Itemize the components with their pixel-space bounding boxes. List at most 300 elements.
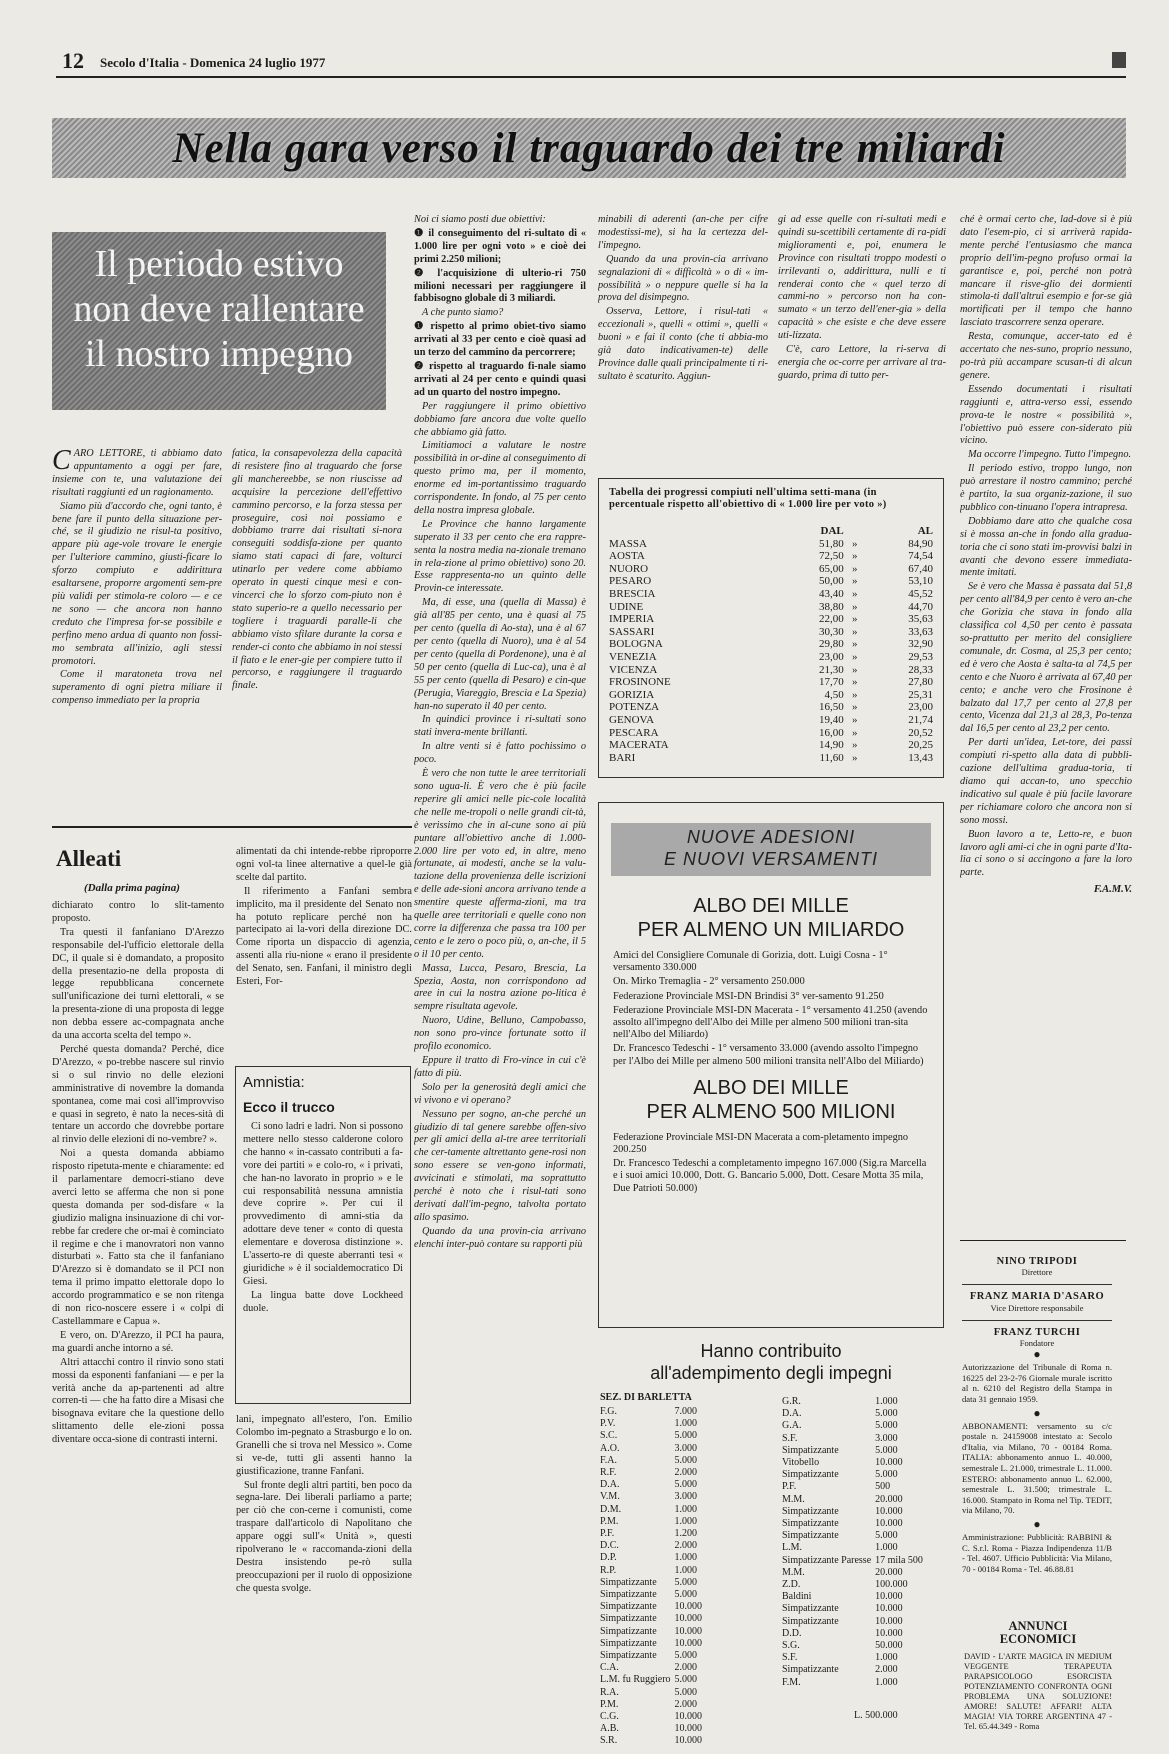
contributor-name: Simpatizzante: [600, 1613, 657, 1625]
paragraph: CARO LETTORE, ti abbiamo dato appuntamento a oggi per fare, insieme con te, una valutazione dei risultati raggiunti ed un ragionamento.: [52, 448, 222, 498]
table-row: [609, 588, 933, 601]
contributor-name: P.M.: [600, 1698, 619, 1710]
list-item: Dr. Francesco Tedeschi - 1° versamento 33.000 (avendo assolto l'impegno per l'Albo dei Mille per almeno 500 milioni transita nell'Albo del Miliardo): [613, 1043, 924, 1067]
contributor-row: [782, 1469, 927, 1481]
province-cell: BOLOGNA: [609, 638, 663, 651]
contributor-amount: 2.000: [674, 1467, 698, 1479]
contributor-name: Simpatizzante: [600, 1637, 657, 1649]
contributor-name: Simpatizzante: [600, 1576, 657, 1588]
contributor-name: Simpatizzante: [782, 1505, 839, 1517]
paragraph: ché è ormai certo che, lad-dove si è più dato l'esem-pio, ci si arriverà rapida-mente perché l'entusiasmo che manca proprio dell'im-pegno profuso ormai la garantisce e, poi, perché non potrà mancare il risve-glio dei dormienti stimola-ti dall'altrui esempio e for-se già mortificati per il tempo che hanno lasciato trascorrere senza operare.: [960, 214, 1132, 329]
contributor-row: [782, 1457, 927, 1469]
separator-cell: »: [852, 562, 858, 575]
contributor-amount: 2.000: [674, 1540, 698, 1552]
al-cell: 28,33: [908, 663, 933, 676]
al-cell: 74,54: [908, 550, 933, 563]
contributor-name: R.A.: [600, 1686, 619, 1698]
contributor-row: [782, 1396, 927, 1408]
contributor-name: Simpatizzante: [782, 1664, 839, 1676]
contributor-amount: 3.000: [875, 1432, 898, 1444]
paragraph: Ci sono ladri e ladri. Non si possono mettere nello stesso calderone coloro che hanno « in-cassato contributi a fa-vore dei partiti » e colo-ro, « i privati, che han-no lavorato in proprio » e le cui responsabilità nessuna amnistia deve coprire ». Per cui il provvedimento di amni-stia da adottare deve tener « conto di questa elementare e doverosa distinzione ». L'asserto-re di queste aberranti tesi « giuridiche » è il socialdemocratico Di Giesi.: [243, 1121, 403, 1287]
paragraph: Noi ci siamo posti due obiettivi:: [414, 214, 546, 225]
contributor-amount: 10.000: [875, 1615, 903, 1627]
contributor-name: R.F.: [600, 1467, 617, 1479]
contributor-amount: 10.000: [875, 1603, 903, 1615]
separator-cell: »: [852, 537, 858, 550]
contributor-amount: 5.000: [674, 1589, 698, 1601]
contributor-row: [782, 1652, 927, 1664]
dal-cell: 51,80: [819, 537, 844, 550]
contributor-row: [600, 1565, 706, 1577]
separator-cell: »: [852, 713, 858, 726]
list-item: Federazione Provinciale MSI-DN Macerata - 1° versamento 41.250 (avendo assolto all'impegno dell'Albo dei Mille per almeno 500 milioni tran-sita nell'Albo del Miliardo): [613, 1004, 928, 1041]
adesioni-title-line: NUOVE ADESIONI: [686, 827, 856, 847]
table-row: [609, 601, 933, 614]
separator-cell: »: [852, 650, 858, 663]
contributor-row: [600, 1699, 706, 1711]
contributor-name: D.C.: [600, 1540, 619, 1552]
contributor-amount: 5.000: [875, 1444, 898, 1456]
contributor-amount: 2.000: [674, 1662, 698, 1674]
contributor-name: F.M.: [782, 1676, 801, 1688]
paragraph: Il riferimento a Fanfani sembra implicito, ma il presidente del Senato non ha potuto replicare perché non ha partecipato ai la-vori della direzione DC. Come riporta un dispaccio di agenzia, assenti alla riu-nione « erano il presidente del Senato, sen. Fanfani, il ministro degli Esteri, For-: [236, 885, 412, 988]
header-cell: [844, 525, 866, 538]
drop-cap: C: [52, 448, 71, 476]
albo-miliardo-title: [599, 894, 943, 942]
contributor-amount: 5.000: [875, 1420, 898, 1432]
al-cell: 20,25: [908, 739, 933, 752]
contributor-name: C.A.: [600, 1662, 619, 1674]
albo-title-line: ALBO DEI MILLE: [693, 1076, 849, 1099]
contributor-row: [782, 1420, 927, 1432]
al-cell: 44,70: [908, 600, 933, 613]
table-row: [609, 626, 933, 639]
separator-cell: »: [852, 625, 858, 638]
contributor-amount: 3.000: [674, 1491, 698, 1503]
list-item: On. Mirko Tremaglia - 2° versamento 250.000: [613, 976, 805, 988]
paragraph: In quindici province i ri-sultati sono stati invera-mente brillanti.: [414, 714, 586, 739]
contributor-name: Simpatizzante: [782, 1469, 839, 1481]
dal-cell: 11,60: [819, 751, 844, 764]
contributor-name: Simpatizzante: [782, 1530, 839, 1542]
contrib-total: L. 500.000: [854, 1710, 898, 1721]
hanno-contribuito-title: [598, 1340, 944, 1384]
contributor-amount: 7.000: [674, 1406, 698, 1417]
contributor-name: L.M. fu Ruggiero: [600, 1674, 671, 1686]
table-row: [609, 613, 933, 626]
contributor-amount: 2.000: [875, 1664, 898, 1676]
direttore-role: Direttore: [1021, 1267, 1053, 1278]
adesioni-box: [598, 802, 944, 1328]
divider: [962, 1284, 1112, 1285]
al-cell: 84,90: [908, 537, 933, 550]
paragraph: Tra questi il fanfaniano D'Arezzo responsabile del-l'ufficio elettorale della DC, il quale si è domandato, a proposito della presentazio-ne della proposta di legge repubblicana concernete sull'unificazione dei turni elettorali, « se la presenta-zione di una proposta di legge non debba essere ac-compagnata anche da una accorta scelta del tempo ».: [52, 926, 224, 1042]
contributor-name: P.V.: [600, 1418, 616, 1430]
paragraph: Siamo più d'accordo che, ogni tanto, è bene fare il punto della situazione per-ché, se il giudizio ne risul-ta positivo, appare più age-vole trovare le energie per l'ulteriore cammino, giusti-ficare lo sforzo compiuto e addirittura esaltarsene, proporre argomenti sem-pre più validi per stimola-re coloro — e ce ne sono — che ancora non hanno creduto che l'impresa for-se possibile e perfino meno ardua di quanto non fossi-mo sembrata all'inizio, agli stessi promotori.: [52, 500, 222, 667]
contributor-amount: 1.000: [674, 1515, 698, 1527]
progress-table: [609, 525, 933, 764]
al-cell: 25,31: [908, 688, 933, 701]
contributor-name: Simpatizzante: [782, 1603, 839, 1615]
newspaper-title: Secolo d'Italia - Domenica 24 luglio 1977: [100, 55, 326, 70]
dal-cell: 16,00: [819, 726, 844, 739]
contributor-name: S.F.: [782, 1432, 798, 1444]
contributor-amount: 5.000: [875, 1408, 898, 1420]
paragraph: Perché questa domanda? Perché, dice D'Arezzo, « po-trebbe nascere sul rinvio si o sul rinvio no delle elezioni amministrative di novembre la domanda spontanea, come mai così all'improvviso e quasi in segreto, è nato la neces-sità di tentare un accordo che dovrebbe portare al rinvio delle elezioni di no-vembre? ».: [52, 1043, 224, 1146]
contributor-amount: 1.200: [674, 1528, 698, 1540]
article-column-6: [960, 214, 1132, 1234]
contributor-name: V.M.: [600, 1491, 620, 1503]
paragraph: alimentati da chi intende-rebbe riproporre ogni vol-ta linee alternative a quel-le già scelte dal partito.: [236, 846, 412, 883]
direttore-name: NINO TRIPODI: [996, 1256, 1078, 1267]
separator-cell: »: [852, 751, 858, 764]
article-signature: F.A.M.V.: [1093, 884, 1132, 896]
table-row: [609, 550, 933, 563]
al-cell: 13,43: [908, 751, 933, 764]
contributor-row: [782, 1481, 927, 1493]
bullet-icon: ●: [1033, 1347, 1041, 1362]
fondatore-role: Fondatore: [1019, 1338, 1055, 1349]
table-row: [609, 752, 933, 765]
contributor-row: [782, 1664, 927, 1676]
alleati-column-1: [52, 900, 224, 1736]
contributor-amount: 20.000: [875, 1566, 903, 1578]
contributor-row: [600, 1577, 706, 1589]
contributor-amount: 10.000: [875, 1591, 903, 1603]
contributor-amount: 5.000: [875, 1530, 898, 1542]
al-cell: 33,63: [908, 625, 933, 638]
contributor-name: S.C.: [600, 1430, 618, 1442]
contributor-row: [600, 1662, 706, 1674]
contributor-amount: 5.000: [674, 1454, 698, 1466]
contributor-name: P.F.: [782, 1481, 797, 1493]
contributor-amount: 5.000: [674, 1430, 698, 1442]
contributor-amount: 10.000: [875, 1505, 903, 1517]
contributor-name: A.O.: [600, 1442, 620, 1454]
annunci-title-line: ANNUNCI: [1008, 1619, 1068, 1633]
contributor-row: [600, 1723, 706, 1735]
al-cell: 29,53: [908, 650, 933, 663]
contributor-amount: 100.000: [875, 1579, 908, 1591]
contributor-name: Vitobello: [782, 1457, 820, 1469]
contributor-amount: 10.000: [875, 1627, 903, 1639]
contributor-row: [782, 1640, 927, 1652]
contributor-name: Baldini: [782, 1591, 812, 1603]
contributor-row: [600, 1638, 706, 1650]
separator-cell: »: [852, 688, 858, 701]
contributor-name: M.M.: [782, 1493, 805, 1505]
progress-table-box: [598, 478, 944, 778]
contributor-name: Simpatizzante: [600, 1650, 657, 1662]
province-cell: PESARO: [609, 575, 652, 588]
page-header: [56, 48, 1126, 78]
al-cell: 53,10: [908, 575, 933, 588]
contributor-amount: 1.000: [674, 1564, 698, 1576]
province-cell: SASSARI: [609, 625, 655, 638]
province-cell: POTENZA: [609, 701, 660, 714]
vice-name: FRANZ MARIA D'ASARO: [969, 1291, 1105, 1303]
al-cell: 20,52: [908, 726, 933, 739]
paragraph: In altre venti si è fatto pochissimo o poco.: [414, 741, 586, 766]
paragraph: dichiarato contro lo slit-tamento proposto.: [52, 900, 224, 924]
contributor-amount: 1.000: [674, 1503, 698, 1515]
paragraph: Ma, di esse, una (quella di Massa) è già all'85 per cento, una è quasi al 75 per cento (quella di Ao-sta), una è al 67 per cento (quella di Nuoro), una è al 54 per cento (quella di Pordenone), una è al 50 per cento (quella di Luc-ca), una è al 55 per cento (quella di Pesaro) e cin-que (Perugia, Viareggio, Brescia e La Spezia) han-no superato il 40 per cento.: [414, 597, 586, 712]
contributor-amount: 10.000: [875, 1518, 903, 1530]
paragraph: Quando da una provin-cia arrivano elenchi inter-può contare su rapporti più: [414, 1225, 586, 1250]
province-cell: BRESCIA: [609, 587, 656, 600]
paragraph: Dobbiamo dare atto che qualche cosa si è mossa an-che in fondo alla gradua-toria che ci sono stati im-provvisi balzi in avanti che devono essere immediata-mente imitati.: [960, 515, 1132, 579]
contrib-list-2: [782, 1396, 952, 1689]
dal-cell: 4,50: [824, 688, 844, 701]
province-cell: AOSTA: [609, 550, 645, 563]
contributor-name: P.F.: [600, 1528, 615, 1540]
dal-cell: 30,30: [819, 625, 844, 638]
header-cell: [609, 525, 777, 538]
contributor-name: Z.D.: [782, 1579, 801, 1591]
paragraph: E vero, on. D'Arezzo, il PCI ha paura, ma guardi anche intorno a sé.: [52, 1329, 224, 1354]
contributor-name: D.D.: [782, 1627, 802, 1639]
dal-cell: 23,00: [819, 650, 844, 663]
article-column-1: [52, 448, 222, 793]
table-row: [609, 739, 933, 752]
box-headline-line: non deve rallentare: [73, 288, 365, 330]
contributor-row: [782, 1677, 927, 1689]
contributor-amount: 1.000: [674, 1552, 698, 1564]
paragraph: fatica, la consapevolezza della capacità di resistere fino al traguardo che forse gli manchereebbe, se non riuscisse ad acquisire la percezione dell'effettivo cammino percorso, e la forza stessa per proseguire, così noi possiamo e dobbiamo trarre dai risultati si-nora conseguiti soddisfa-zione per quanto siamo stati capaci di fare, volturci utinarlo per vedere come abbiamo operato in questi cinque mesi e con-vincerci che lo sforzo com-piuto non è stato superio-re a quello necessario per togliere i traguardi paralle-li che abbiamo visto sfilare durante la corsa e render-ci conto che abbiamo in noi stessi il fiato e le ener-gie per compiere tutto il percorso, e raggiungere il traguardo finale.: [232, 448, 402, 692]
box-headline: [52, 232, 386, 410]
separator-cell: »: [852, 600, 858, 613]
contributor-amount: 5.000: [674, 1674, 698, 1686]
province-cell: IMPERIA: [609, 613, 655, 626]
annunci-economici: [964, 1620, 1112, 1732]
table-row: [609, 664, 933, 677]
albo-title-line: PER ALMENO UN MILIARDO: [637, 919, 905, 941]
dal-cell: 29,80: [819, 638, 844, 651]
province-cell: FROSINONE: [609, 676, 671, 689]
bullet-icon: ●: [1033, 1405, 1041, 1420]
contributor-amount: 20.000: [875, 1493, 903, 1505]
contributor-row: [782, 1628, 927, 1640]
contributor-row: [600, 1735, 706, 1747]
al-cell: 27,80: [908, 676, 933, 689]
contributor-row: [782, 1591, 927, 1603]
contributor-amount: 1.000: [875, 1542, 898, 1554]
paragraph: È vero che non tutte le aree territoriali sono ugua-li. È vero che è più facile reperire gli amici nelle pic-cole località che nelle me-tropoli o nelle grandi cit-tà, è verissimo che in al-cune sono ai più puntare all'obiettivo anche di 1.000-2.000 lire per voto ed, in altre, meno fortunate, ai modesti, anche se la valu-tazione della provenienza delle iscrizioni e delle ade-sioni ancora arrivano tende a smentire queste afferma-zioni, ma tra quelle aree territoriali e quelle cono non corre la differenza che passa tra 100 per cento e le zero o poco più, o, an-che, il 5 o il 10 per cento.: [414, 768, 586, 960]
al-cell: 45,52: [908, 587, 933, 600]
contributor-name: Simpatizzante: [600, 1589, 657, 1601]
paragraph: Nessuno per sogno, an-che perché un giudizio di tal genere sarebbe offen-sivo per gli amici della al-tre aree territoriali che cer-tamente altrettanto gene-rosi non sono essere se ven-gono informati, avvicinati e stimolati, ma soprattutto perché è noto che i risul-tati sono derivati dall'im-pegno, talvolta portato allo spasimo.: [414, 1108, 586, 1223]
albo-title-line: ALBO DEI MILLE: [693, 895, 849, 917]
separator-cell: »: [852, 676, 858, 689]
contributor-amount: 2.000: [674, 1698, 698, 1710]
contributor-row: [600, 1430, 706, 1442]
paragraph: C'è, caro Lettore, la ri-serva di energia che oc-corre per arrivare al tra-guardo, prima di tutto per-: [778, 344, 946, 381]
contributor-name: D.P.: [600, 1552, 617, 1564]
paragraph: La lingua batte dove Lockheed duole.: [243, 1289, 403, 1314]
corner-mark-icon: [1112, 52, 1126, 68]
separator-cell: »: [852, 663, 858, 676]
contributor-name: L.M.: [782, 1542, 802, 1554]
contributor-row: [782, 1555, 927, 1567]
contributor-amount: 1.000: [875, 1652, 898, 1664]
paragraph: Ma occorre l'impegno. Tutto l'impegno.: [968, 449, 1132, 461]
contributor-amount: 1.000: [674, 1418, 698, 1430]
paragraph: ❷ l'acquisizione di ulterio-ri 750 milioni necessari per raggiungere il fabbisogno globale di 3 miliardi.: [414, 267, 586, 305]
article-column-3: [414, 214, 586, 1734]
paragraph: Come il maratoneta trova nel superamento di ogni pietra miliare il compenso immediato per la propria: [52, 669, 222, 707]
contributor-amount: 5.000: [674, 1650, 698, 1662]
paragraph: Le Province che hanno largamente superato il 33 per cento che era rappre-senta la nostra media na-zionale tremano in rela-zione al primo obiettivo) sono 20. Esse rappresenta-no un quinto delle Provin-ce interessate.: [414, 518, 586, 595]
contributor-name: Simpatizzante: [600, 1601, 657, 1613]
amnistia-title: Amnistia:: [243, 1074, 305, 1091]
paragraph: Essendo documentati i risultati raggiunti e, attra-verso essi, essendo prova-te le nostre « possibilità », l'obiettivo può essere con-siderato più vicino.: [960, 383, 1132, 447]
paragraph: Osserva, Lettore, i risul-tati « eccezionali », quelli « ottimi », quelli « buoni » e fai il conto (che ti abbia-mo già dato indicativamen-te) delle Province dalle quali principalmente ti ri-sultato è scaturito. Aggiun-: [598, 306, 768, 382]
alleati-title: Alleati: [56, 846, 122, 871]
paragraph: A che punto siamo?: [422, 307, 504, 319]
al-cell: 21,74: [908, 713, 933, 726]
separator-cell: »: [852, 739, 858, 752]
paragraph: Il periodo estivo, troppo lungo, non può arrestare il nostro cammino; perché è partito, la sua organiz-zazione, il suo pubblico con-tinuano l'opera intrapresa.: [960, 463, 1132, 513]
paragraph: Buon lavoro a te, Letto-re, e buon lavoro agli ami-ci che in ogni parte d'Ita-lia ci sono o si accingono a fare la loro parte.: [960, 828, 1132, 879]
contributor-row: [782, 1579, 927, 1591]
adesioni-title: [611, 823, 931, 876]
masthead: [962, 1256, 1112, 1577]
contributor-name: D.M.: [600, 1503, 622, 1515]
table-caption: Tabella dei progressi compiuti nell'ultima setti-mana (in percentuale rispetto all'obiettivo di « 1.000 lire per voto »): [609, 487, 887, 510]
paragraph: Quando da una provin-cia arrivano segnalazioni di « difficoltà » o di « im-possibilità » o neppure quelle si ha la prova del disimpegno.: [598, 253, 768, 304]
albo-500-title: [599, 1076, 943, 1124]
contributor-amount: 10.000: [674, 1637, 703, 1649]
list-item: Federazione Provinciale MSI-DN Brindisi 3° ver-samento 91.250: [613, 990, 884, 1002]
province-cell: VENEZIA: [609, 650, 657, 663]
bullet-icon: ●: [1033, 1516, 1041, 1531]
paragraph: ❶ rispetto al primo obiet-tivo siamo arrivati al 33 per cento e cioè quasi ad un terzo del cammino da percorrere;: [414, 321, 586, 359]
contributor-row: [600, 1467, 706, 1479]
paragraph: Solo per la generosità degli amici che vi vivono e vi operano?: [414, 1081, 586, 1106]
amministrazione-text: Amministrazione: Pubblicità: RABBINI & C. S.r.l. Roma - Piazza Indipendenza 11/B - Tel. 4607. Ufficio Pubblicità: Via Milano, 70 - 00184 Roma - Tel. 46.88.81: [962, 1531, 1112, 1574]
province-cell: VICENZA: [609, 663, 658, 676]
contributor-amount: 5.000: [674, 1686, 698, 1698]
separator-cell: »: [852, 613, 858, 626]
albo-500-list: [599, 1124, 943, 1195]
contributor-row: [600, 1650, 706, 1662]
paragraph: Altri attacchi contro il rinvio sono stati mossi da esponenti fanfaniani — e per la verità anche da ap-partenenti ad altre corren-ti — che ha fatto dire a Misasi che bisognava evitare che la questione dello slittamento delle ele-zioni possa diventare occa-sione di contrasti interni.: [52, 1356, 224, 1446]
contributor-amount: 10.000: [674, 1613, 703, 1625]
contributor-row: [600, 1528, 706, 1540]
contributor-name: Simpatizzante: [782, 1444, 839, 1456]
contributor-name: C.G.: [600, 1711, 619, 1723]
contributor-name: S.G.: [782, 1640, 800, 1652]
contributor-name: D.A.: [782, 1408, 802, 1420]
contributor-name: Simpatizzante: [782, 1518, 839, 1530]
province-cell: MACERATA: [609, 739, 669, 752]
albo-miliardo-list: [599, 942, 943, 1068]
contributor-name: G.R.: [782, 1396, 801, 1407]
paragraph: Per darti un'idea, Let-tore, dei passi compiuti ri-spetto alla data di pubbli-cazione dell'ultima gradua-toria, ti diamo qui accan-to, uno specchio indicativo sul quale è più facile lavorare per richiamare coloro che ancora non si sono mossi.: [960, 737, 1132, 826]
contributor-name: A.B.: [600, 1723, 619, 1735]
contributor-row: [782, 1445, 927, 1457]
separator-cell: »: [852, 726, 858, 739]
contributor-amount: 3.000: [674, 1442, 698, 1454]
contributor-row: [600, 1540, 706, 1552]
divider: [960, 1240, 1126, 1241]
table-row: [609, 575, 933, 588]
table-row: [609, 701, 933, 714]
alleati-column-2: [236, 846, 412, 1054]
paragraph: ❶ il conseguimento del ri-sultato di « 1.000 lire per ogni voto » e cioè dei primi 2.250 milioni;: [414, 227, 586, 265]
al-cell: 35,63: [908, 613, 933, 626]
province-cell: GENOVA: [609, 713, 655, 726]
contributor-amount: 1.000: [875, 1396, 898, 1407]
contributor-row: [600, 1601, 706, 1613]
separator-cell: »: [852, 550, 858, 563]
contributor-row: [782, 1567, 927, 1579]
headline-banner: [52, 118, 1126, 178]
alleati-subtitle: (Dalla prima pagina): [84, 882, 180, 894]
autorizzazione-text: Autorizzazione del Tribunale di Roma n. 16225 del 23-2-76 Giornale murale iscritto al n. 6210 del Registro della Stampa in data 31 gennaio 1959.: [962, 1362, 1112, 1404]
contributor-row: [782, 1433, 927, 1445]
contrib-list-1: [600, 1406, 770, 1748]
separator-cell: »: [852, 638, 858, 651]
paragraph: gi ad esse quelle con ri-sultati medi e quindi su-scettibili certamente di ra-pidi miglioramenti e, poi, enumera le Province con risultati troppo modesti o irrilevanti o, addirittura, nulli e ti renderai conto che « quel terzo di cammi-no » percorso non ha con-sumato « un terzo dell'ener-gia » della capacità » che esiste e che deve essere uti-lizzata.: [778, 214, 946, 342]
dal-cell: 14,90: [819, 739, 844, 752]
dal-cell: 65,00: [819, 562, 844, 575]
contributor-row: [600, 1504, 706, 1516]
contributor-name: Simpatizzante Paresse: [782, 1554, 872, 1566]
province-cell: BARI: [609, 751, 636, 764]
separator-cell: »: [852, 587, 858, 600]
contributor-row: [600, 1418, 706, 1430]
list-item: Federazione Provinciale MSI-DN Macerata a com-pletamento impegno 200.250: [613, 1131, 909, 1156]
contributor-row: [600, 1589, 706, 1601]
paragraph: Nuoro, Udine, Belluno, Campobasso, non sono pro-vince fortunate sotto il profilo economico.: [414, 1015, 586, 1053]
page-number: 12: [62, 48, 84, 73]
dal-cell: 50,00: [819, 575, 844, 588]
contributor-row: [782, 1542, 927, 1554]
vice-role: Vice Direttore responsabile: [990, 1302, 1084, 1313]
contributor-name: D.A.: [600, 1479, 620, 1491]
separator-cell: »: [852, 575, 858, 588]
abbonamenti-text: ABBONAMENTI: versamento su c/c postale n. 24159008 intestato a: Secolo d'Italia, via Milano, 70 - 00184 Roma. ITALIA: abbonamento annuo L. 40.000, semestrale L. 21.000, trimestrale L. 11.000. ESTERO: abbonamento annuo L. 62.000, semestrale L. 31.500; trimestrale L. 16.000. Stampato in Roma nel Tip. TEDIT, via Milano, 70.: [962, 1420, 1112, 1516]
annunci-title-line: ECONOMICI: [999, 1632, 1077, 1646]
contributor-name: S.R.: [600, 1735, 618, 1747]
contributor-name: S.F.: [782, 1652, 798, 1664]
contributor-amount: 10.000: [674, 1723, 703, 1735]
contributor-name: G.A.: [782, 1420, 802, 1432]
contributor-amount: 500: [875, 1481, 891, 1493]
table-row: [609, 563, 933, 576]
contributor-row: [600, 1516, 706, 1528]
al-cell: 23,00: [908, 701, 933, 714]
contributor-row: [600, 1687, 706, 1699]
amnistia-text: [243, 1121, 403, 1317]
paragraph: Resta, comunque, accer-tato ed è accertato che nes-suno, proprio nessuno, po-trà più accampare scusan-ti di alcun genere.: [960, 331, 1132, 381]
contributor-name: F.A.: [600, 1454, 617, 1466]
contributor-row: [782, 1518, 927, 1530]
contributor-amount: 10.000: [674, 1625, 703, 1637]
article-column-2: [232, 448, 402, 793]
amnistia-box: [235, 1066, 411, 1404]
contributor-name: P.M.: [600, 1515, 619, 1527]
article-column-5: [778, 214, 946, 450]
table-header-row: [609, 525, 933, 538]
paragraph: Massa, Lucca, Pesaro, Brescia, La Spezia, Aosta, non corrispondono ad aree in cui la nostra azione po-litica è sempre risultata agevole.: [414, 962, 586, 1013]
paragraph: Noi a questa domanda abbiamo risposto ripetuta-mente e chiaramente: ed il parlamentare democri-stiano deve averci letto se afferma che non si pone questa domanda per sod-disfare « la giudizio maligna insinuazione di chi vor-rebbe far credere che or-mai è cominciato il regime e che i manovratori non vanno disturbati ». Fatto sta che il fanfaniano D'Arezzo si è domandato se il PCI non tema il primo impatto elettorale dopo lo accordo programmatico e se non ritenga di non rico-noscere essere i « colpi di Castellammare e Capua ».: [52, 1148, 224, 1327]
contributor-amount: 17 mila 500: [875, 1554, 923, 1566]
contributor-row: [600, 1674, 706, 1686]
annuncio-text: DAVID - L'ARTE MAGICA IN MEDIUM VEGGENTE TERAPEUTA PARAPSICOLOGO ESORCISTA POTENZIAMENTO CONFRONTA OGNI PROBLEMA UNA SOLUZIONE! AMORE! SALUTE! AFFARI! ALTA MAGIA! VIA TORRE ARGENTINA 47 - Tel. 65.44.349 - Roma: [964, 1652, 1112, 1731]
table-row: [609, 714, 933, 727]
